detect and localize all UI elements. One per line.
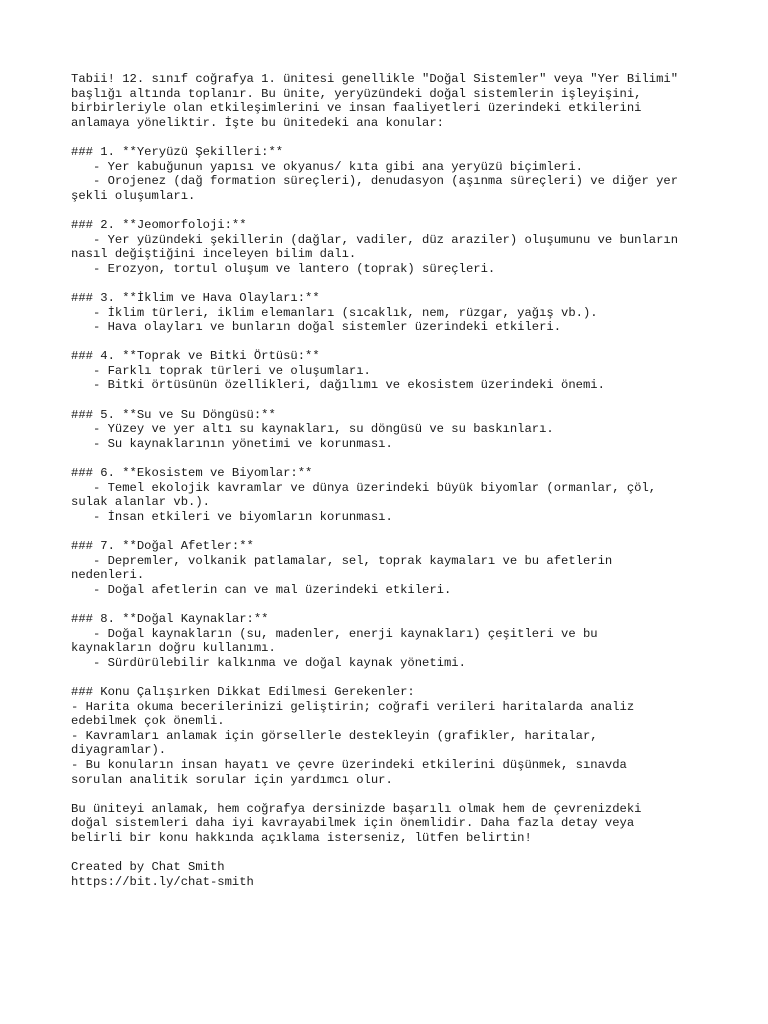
blank-line (71, 787, 731, 802)
text-line: birbirleriyle olan etkileşimlerini ve insan faaliyetleri üzerindeki etkilerini (71, 101, 642, 116)
text-line: Bu üniteyi anlamak, hem coğrafya dersinizde başarılı olmak hem de çevrenizdeki (71, 801, 642, 816)
text-line: başlığı altında toplanır. Bu ünite, yeryüzündeki doğal sistemlerin işleyişini, (71, 86, 642, 101)
blank-line (71, 130, 731, 145)
text-line: şekli oluşumları. (71, 188, 196, 203)
text-line: nedenleri. (71, 568, 145, 583)
text-line: - Su kaynaklarının yönetimi ve korunması. (71, 436, 393, 451)
text-line: - Sürdürülebilir kalkınma ve doğal kaynak yönetimi. (71, 655, 466, 670)
blank-line (71, 335, 731, 350)
text-line: - İklim türleri, iklim elemanları (sıcaklık, nem, rüzgar, yağış vb.). (71, 305, 598, 320)
text-line: doğal sistemleri daha iyi kavrayabilmek için önemlidir. Daha fazla detay veya (71, 816, 635, 831)
text-line: diyagramlar). (71, 743, 167, 758)
blank-line (71, 203, 731, 218)
section-heading: ### 4. **Toprak ve Bitki Örtüsü:** (71, 349, 320, 364)
text-line: - Farklı toprak türleri ve oluşumları. (71, 363, 371, 378)
blank-line (71, 276, 731, 291)
text-line: - Doğal afetlerin can ve mal üzerindeki etkileri. (71, 582, 452, 597)
text-line: - Yer yüzündeki şekillerin (dağlar, vadiler, düz araziler) oluşumunu ve bunların (71, 232, 679, 247)
text-line: - Orojenez (dağ formation süreçleri), denudasyon (aşınma süreçleri) ve diğer yer (71, 174, 679, 189)
credit-link[interactable]: https://bit.ly/chat-smith (71, 874, 254, 889)
text-line: - Yüzey ve yer altı su kaynakları, su döngüsü ve su baskınları. (71, 422, 554, 437)
section-heading: ### 1. **Yeryüzü Şekilleri:** (71, 144, 284, 159)
text-line: - Hava olayları ve bunların doğal sistemler üzerindeki etkileri. (71, 320, 562, 335)
text-line: nasıl değiştiğini inceleyen bilim dalı. (71, 247, 357, 262)
text-line: - Bu konuların insan hayatı ve çevre üzerindeki etkilerini düşünmek, sınavda (71, 757, 627, 772)
blank-line (71, 524, 731, 539)
blank-line (71, 451, 731, 466)
blank-line (71, 597, 731, 612)
section-heading: ### 8. **Doğal Kaynaklar:** (71, 611, 269, 626)
section-heading: ### 5. **Su ve Su Döngüsü:** (71, 407, 276, 422)
blank-line (71, 393, 731, 408)
blank-line (71, 845, 731, 860)
document-page (71, 72, 731, 889)
text-line: edebilmek çok önemli. (71, 714, 225, 729)
text-line: - Temel ekolojik kavramlar ve dünya üzerindeki büyük biyomlar (ormanlar, çöl, (71, 480, 657, 495)
text-line: belirli bir konu hakkında açıklama isterseniz, lütfen belirtin! (71, 830, 532, 845)
text-line: kaynakların doğru kullanımı. (71, 641, 276, 656)
section-heading: ### 3. **İklim ve Hava Olayları:** (71, 290, 320, 305)
text-line: - Erozyon, tortul oluşum ve lantero (toprak) süreçleri. (71, 261, 496, 276)
text-line: sulak alanlar vb.). (71, 495, 210, 510)
text-line: - Harita okuma becerilerinizi geliştirin; coğrafi verileri haritalarda analiz (71, 699, 635, 714)
section-heading: ### 7. **Doğal Afetler:** (71, 539, 254, 553)
text-line: - Doğal kaynakların (su, madenler, enerji kaynakları) çeşitleri ve bu (71, 626, 598, 641)
section-heading: ### 2. **Jeomorfoloji:** (71, 217, 247, 232)
text-line: - İnsan etkileri ve biyomların korunması. (71, 509, 393, 524)
credit-line: Created by Chat Smith (71, 860, 225, 875)
text-line: - Bitki örtüsünün özellikleri, dağılımı ve ekosistem üzerindeki önemi. (71, 378, 605, 393)
text-line: anlamaya yöneliktir. İşte bu ünitedeki ana konular: (71, 115, 444, 130)
text-line: - Kavramları anlamak için görsellerle destekleyin (grafikler, haritalar, (71, 728, 598, 743)
blank-line (71, 670, 731, 685)
section-heading: ### 6. **Ekosistem ve Biyomlar:** (71, 466, 313, 481)
text-line: - Depremler, volkanik patlamalar, sel, toprak kaymaları ve bu afetlerin (71, 553, 613, 568)
text-line: sorulan analitik sorular için yardımcı olur. (71, 772, 393, 787)
section-heading: ### Konu Çalışırken Dikkat Edilmesi Gerekenler: (71, 684, 415, 699)
text-line: Tabii! 12. sınıf coğrafya 1. ünitesi genellikle "Doğal Sistemler" veya "Yer Bilimi" (71, 72, 679, 86)
text-line: - Yer kabuğunun yapısı ve okyanus/ kıta gibi ana yeryüzü biçimleri. (71, 159, 583, 174)
